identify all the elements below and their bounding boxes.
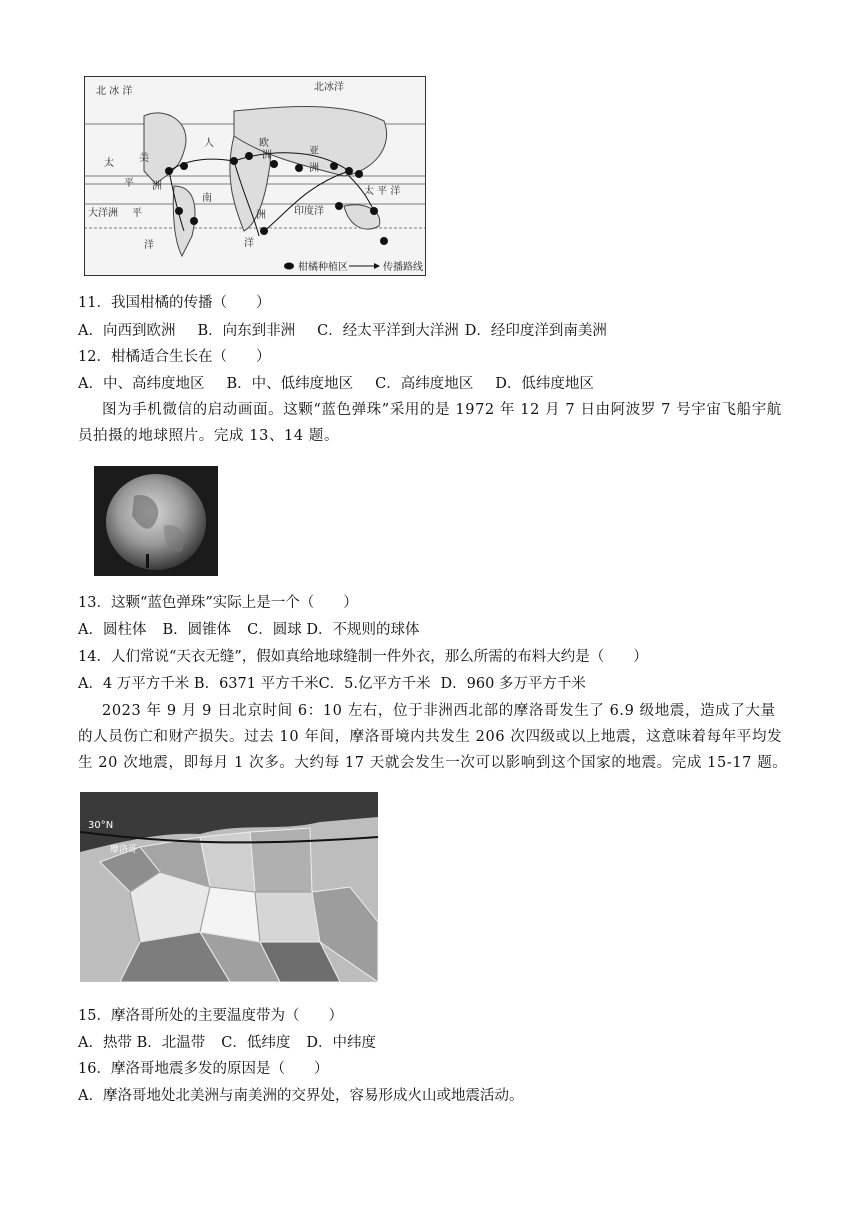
map1-label-north-ocean-right: 北冰洋 <box>314 82 344 93</box>
q15-option-c[interactable]: C．低纬度 <box>221 1035 291 1051</box>
q16-options <box>78 1086 545 1106</box>
q15-stem: 15．摩洛哥所处的主要温度带为（ ） <box>78 1008 343 1024</box>
q11-option-c[interactable]: C．经太平洋到大洋洲 <box>317 323 459 339</box>
map1-label-ya: 亚 <box>309 146 319 157</box>
q13-stem: 13．这颗“蓝色弹珠”实际上是一个（ ） <box>78 595 358 611</box>
q14-option-d[interactable]: D．960 多万平方千米 <box>440 676 586 692</box>
q16-option-a[interactable]: A．摩洛哥地处北美洲与南美洲的交界处，容易形成火山或地震活动。 <box>78 1088 524 1104</box>
map1-label-tai: 太 <box>104 158 114 169</box>
q12-option-a[interactable]: A．中、高纬度地区 <box>78 376 205 392</box>
q12-option-b[interactable]: B．中、低纬度地区 <box>226 376 354 392</box>
map1-label-indian-ocean: 印度洋 <box>294 206 324 217</box>
q12-option-c[interactable]: C．高纬度地区 <box>375 376 474 392</box>
legend-plant-label: 柑橘种植区 <box>298 262 348 273</box>
q14-options <box>78 674 608 694</box>
citrus-spread-map <box>84 76 426 276</box>
q15-option-d[interactable]: D．中纬度 <box>306 1035 376 1051</box>
q16-stem: 16．摩洛哥地震多发的原因是（ ） <box>78 1061 329 1077</box>
intro-15-17: 2023 年 9 月 9 日北京时间 6：10 左右，位于非洲西北部的摩洛哥发生了 6.9 级地震，造成了大量的人员伤亡和财产损失。过去 10 年间，摩洛哥境内共发生 206 次四级或以上地震，这意味着每年平均发生 20 次地震，即每月 1 次多。大约每 17 天就会发生一次可以影响到这个国家的地震。完成 15-17 题。 <box>78 703 788 771</box>
map1-label-yang2: 洋 <box>244 238 254 249</box>
q14-stem: 14．人们常说“天衣无缝”，假如真给地球缝制一件外衣，那么所需的布料大约是（ ） <box>78 649 648 665</box>
map1-label-zhou4: 洲 <box>256 210 266 221</box>
q12-options <box>78 374 616 394</box>
map1-label-ping: 平 <box>124 178 134 189</box>
q15-option-ab[interactable]: A．热带 B．北温带 <box>78 1035 206 1051</box>
q13-options <box>78 620 441 640</box>
map1-label-ou: 欧 <box>259 138 269 149</box>
q11-option-a[interactable]: A．向西到欧洲 <box>78 323 176 339</box>
q11-options <box>78 321 629 341</box>
q15-options <box>78 1033 398 1053</box>
intro-13-14: 图为手机微信的启动画面。这颗“蓝色弹珠”采用的是 1972 年 12 月 7 日由阿波罗 7 号宇宙飞船宇航员拍摄的地球照片。完成 13、14 题。 <box>78 402 782 444</box>
q12-option-d[interactable]: D．低纬度地区 <box>495 376 594 392</box>
q11-stem: 11．我国柑橘的传播（ ） <box>78 295 271 311</box>
map1-label-yang: 洋 <box>144 240 154 251</box>
map1-label-oceania: 大洋洲 <box>88 208 118 219</box>
map1-label-zhou2: 洲 <box>262 150 272 161</box>
map1-label-zhou3: 洲 <box>309 163 319 174</box>
map1-label-zhou1: 洲 <box>152 181 162 192</box>
morocco-label: 摩洛哥 <box>110 845 138 855</box>
map1-label-nan: 南 <box>202 193 212 204</box>
q13-option-a[interactable]: A．圆柱体 <box>78 622 147 638</box>
q14-option-abc[interactable]: A．4 万平方千米 B．6371 平方千米C．5.亿平方千米 <box>78 676 431 692</box>
map1-label-pacific: 太 平 洋 <box>364 186 401 197</box>
map1-label-mei: 美 <box>139 153 149 164</box>
blue-marble-photo <box>94 466 218 576</box>
map1-label-ping2: 平 <box>132 208 142 219</box>
legend-route-label: 传播路线 <box>383 262 423 273</box>
q12-stem: 12．柑橘适合生长在（ ） <box>78 349 271 365</box>
lat-30n-label: 30°N <box>88 820 114 831</box>
q11-option-b[interactable]: B．向东到非洲 <box>197 323 296 339</box>
north-africa-map <box>80 792 378 982</box>
q11-option-d[interactable]: D．经印度洋到南美洲 <box>464 323 607 339</box>
map1-label-ren: 人 <box>204 138 214 149</box>
map1-label-north-ocean-left: 北 冰 洋 <box>96 86 133 97</box>
q13-option-cd[interactable]: C．圆球 D．不规则的球体 <box>247 622 420 638</box>
q13-option-b[interactable]: B．圆锥体 <box>162 622 232 638</box>
